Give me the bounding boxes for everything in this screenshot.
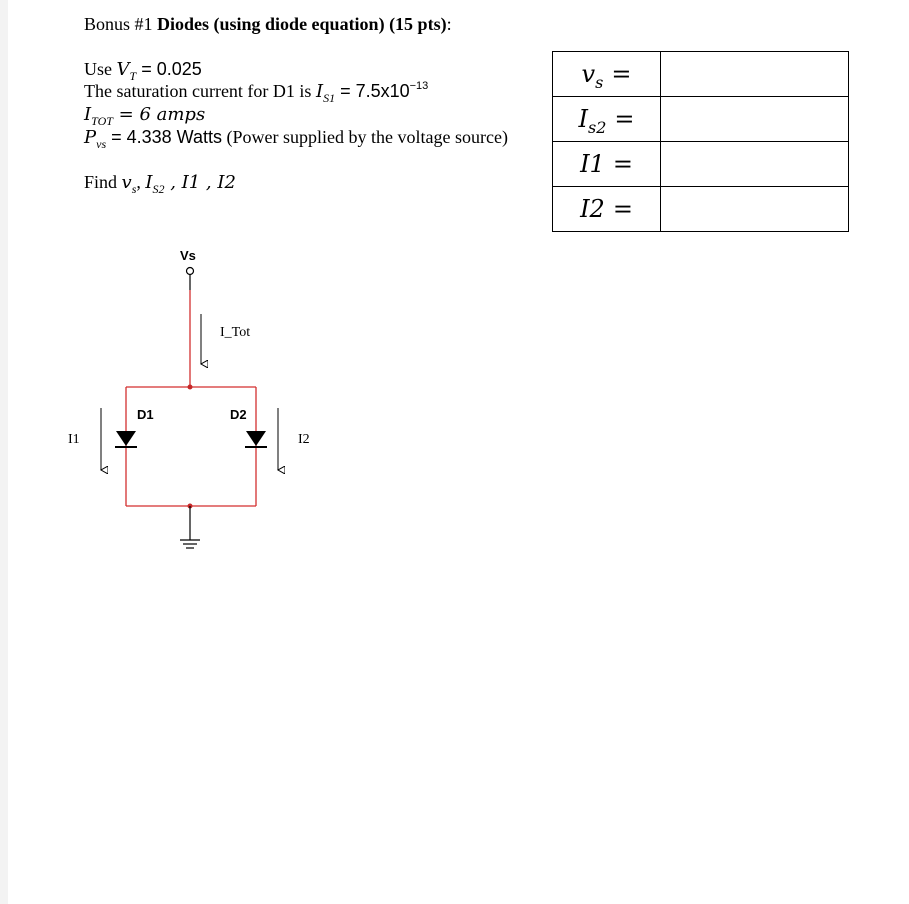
find-lead: Find [84,172,118,192]
find-line: Find $v_s$, $I_{S2}$ , I1 , I2 [84,172,236,196]
find-v2-sub: S2 [152,182,165,196]
answer-var: I [578,105,588,133]
equals-sign: = [612,195,633,223]
diode-d1-icon [115,431,137,447]
equals-sign: = [611,60,632,88]
title-bold: Diodes (using diode equation) (15 pts) [157,14,447,34]
given-pvs-note: (Power supplied by the voltage source) [226,127,508,147]
given-itot-sub: TOT [91,114,113,128]
given-itot-var: I [84,104,92,125]
given-is1-sub: S1 [323,91,336,105]
find-v1: v [121,172,132,193]
answer-sub: s [595,73,604,92]
answer-sub: s2 [587,118,607,137]
find-v2: I [145,172,153,193]
given-vt-lead: Use [84,59,112,79]
find-v1-sub: s [131,182,137,196]
equals-sign: = [612,150,633,178]
given-vt-var: V [116,59,130,80]
given-vt-value: = 0.025 [136,59,202,79]
given-vt-sub: T [129,69,137,83]
diode-d2-icon [245,431,267,447]
wires [126,290,256,506]
itot-label: I_Tot [220,325,251,340]
i1-label: I1 [68,432,80,447]
d2-label: D2 [230,407,247,422]
given-pvs-var: P [84,127,97,148]
title-suffix: : [446,14,452,34]
given-pvs-value: = 4.338 Watts [106,127,223,147]
answer-var: I1 [580,150,605,178]
ground-icon [180,540,200,548]
given-is1-var: I [315,81,324,102]
given-itot-value: = 6 amps [112,104,206,125]
find-rest: , I1 , I2 [164,172,236,193]
given-is1-exp: −13 [409,80,429,92]
top-node [188,385,193,390]
title-prefix: Bonus #1 [84,14,153,34]
given-is1-lead: The saturation current for D1 is [84,81,312,101]
given-pvs-sub: vs [96,137,107,151]
given-is1-value: = 7.5x10 [335,81,410,101]
equals-sign: = [614,105,635,133]
d1-label: D1 [137,407,154,422]
vs-label: Vs [180,248,196,263]
vs-terminal-icon [187,268,194,275]
i2-label: I2 [298,432,310,447]
answer-var: I2 [580,195,605,223]
answer-var: v [581,60,596,88]
